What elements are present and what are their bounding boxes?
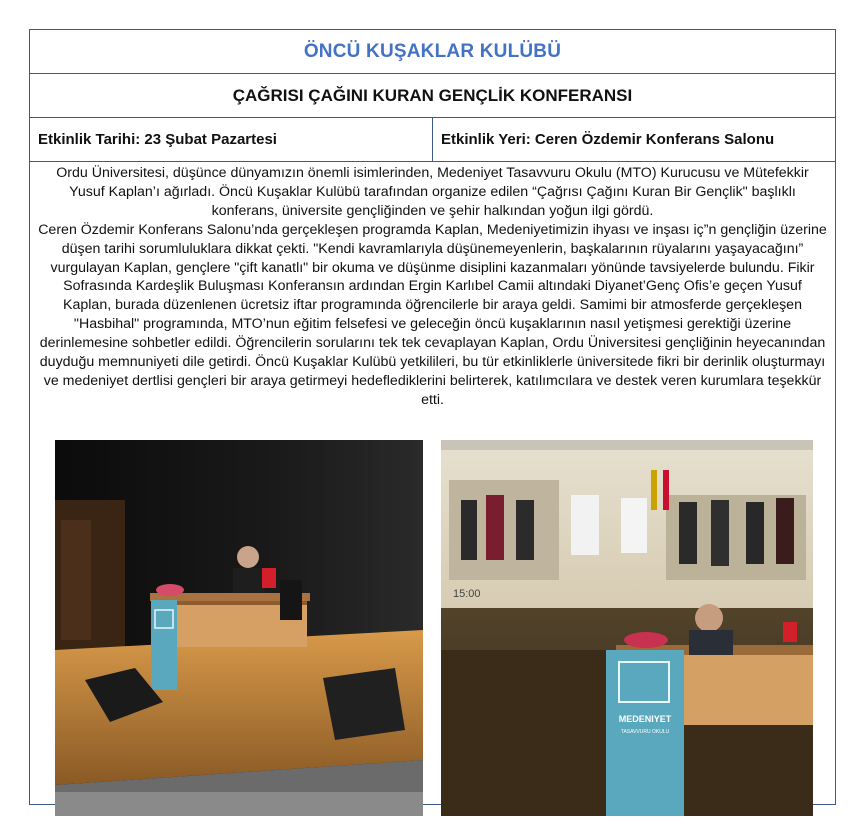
banner-title: MEDENIYET	[618, 714, 672, 724]
paragraph-2: Ceren Özdemir Konferans Salonu’nda gerçekleşen programda Kaplan, Medeniyetimizin ihyası ve inşası iç”n gençliğin üzerine düşen tarihi sorumluluklara dikkat çekti. "Kendi kavramlarıyla düşünemeyenlerin, başkalarının rüyalarını yaşayacağını” vurgulayan Kaplan, gençlere "çift kanatlı" bir okuma ve düşünme disiplini kazanmaları yönünde tavsiyelerde bulundu. Fikir Sofrasında Kardeşlik Buluşması Konferansın ardından Ergin Karlıbel Camii altındaki Diyanet’Genç Ofis’e geçen Yusuf Kaplan, burada düzenlenen ücretsiz iftar programında öğrencilerle bir araya geldi. Samimi bir atmosferde gerçekleşen "Hasbihal" programında, MTO’nun eğitim felsefesi ve geleceğin öncü kuşaklarının nasıl yetişmesi gerektiği üzerine derinlemesine sohbetler edildi. Öğrencilerin sorularını tek tek cevaplayan Kaplan, Ordu Üniversitesi gençliğinin heyecanından duyduğu memnuniyeti dile getirdi. Öncü Kuşaklar Kulübü yetkilileri, bu tür etkinliklerle üniversitede fikri bir derinlik oluşturmayı ve medeniyet dertlisi gençleri bir araya getirmeyi hedeflediklerini belirterek, katılımcılara ve destek veren kurumlara teşekkür etti.	[38, 221, 827, 408]
document-frame	[29, 29, 836, 805]
stage-photo	[55, 440, 423, 816]
event-title: ÇAĞRISI ÇAĞINI KURAN GENÇLİK KONFERANSI	[30, 74, 835, 118]
banner-subtitle: TASAVVURU OKULU	[620, 729, 670, 735]
paragraph-1: Ordu Üniversitesi, düşünce dünyamızın önemli isimlerinden, Medeniyet Tasavvuru Okulu (MTO) Kurucusu ve Mütefekkir Yusuf Kaplan’ı ağırladı. Öncü Kuşaklar Kulübü tarafından organize edilen “Çağrısı Çağını Kuran Bir Gençlik" başlıklı konferans, üniversite gençliğinden ve şehir halkından yoğun ilgi gördü.	[56, 165, 809, 219]
event-date: Etkinlik Tarihi: 23 Şubat Pazartesi	[38, 131, 277, 148]
screen-photo	[441, 440, 813, 816]
screen-time-label: 15:00	[453, 588, 481, 600]
club-name: ÖNCÜ KUŞAKLAR KULÜBÜ	[30, 30, 835, 74]
event-info-row	[30, 118, 835, 162]
event-description	[38, 164, 827, 410]
event-place: Etkinlik Yeri: Ceren Özdemir Konferans Salonu	[432, 118, 835, 161]
